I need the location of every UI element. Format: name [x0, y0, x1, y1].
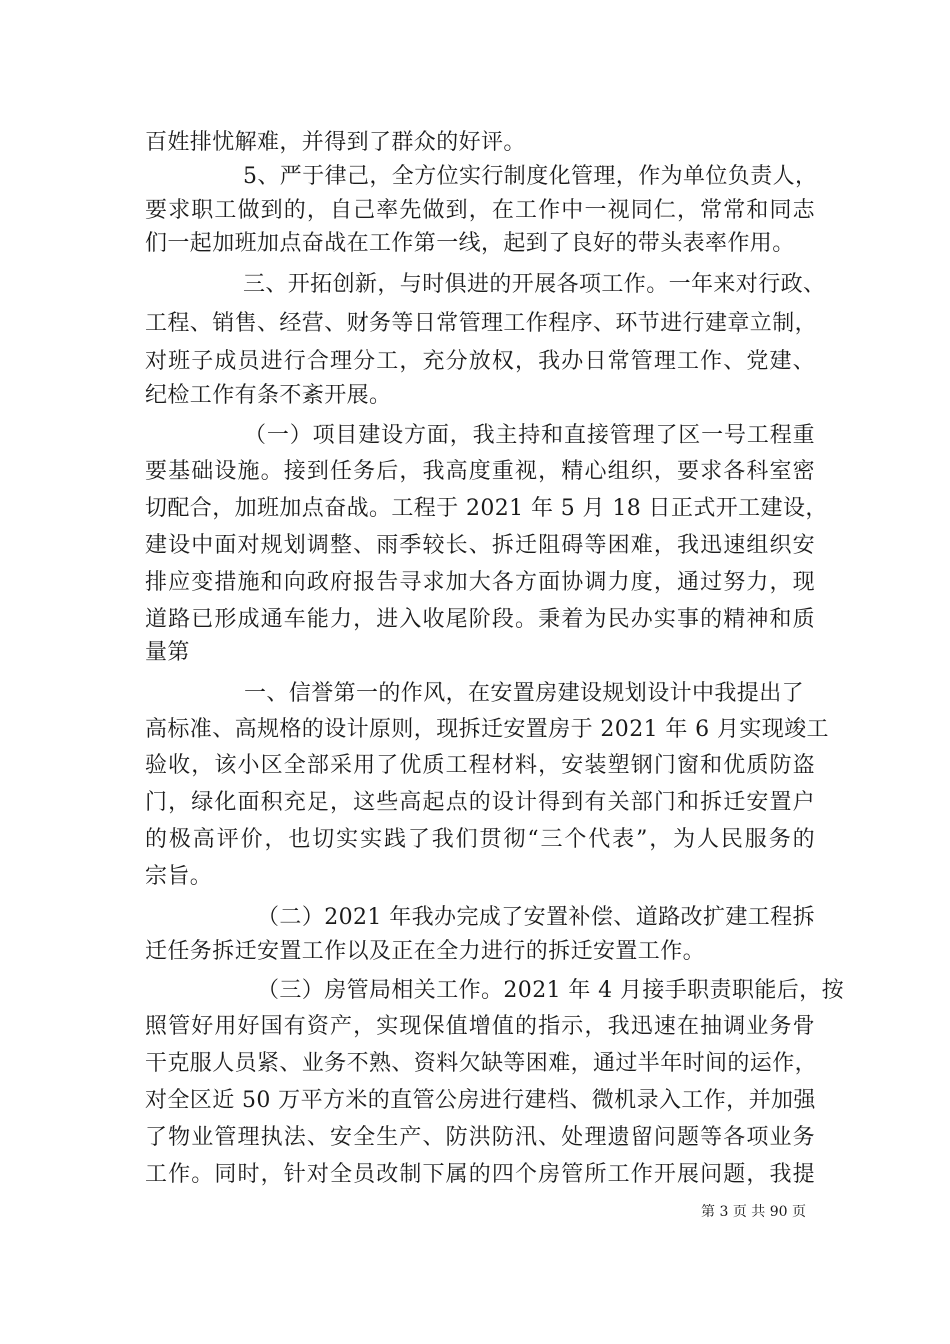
text-line: 建设中面对规划调整、雨季较长、拆迁阻碍等困难，我迅速组织安	[145, 533, 815, 558]
text-line: 宗旨。	[145, 864, 213, 889]
text-line: 排应变措施和向政府报告寻求加大各方面协调力度，通过努力，现	[145, 570, 815, 595]
text-line: （一）项目建设方面，我主持和直接管理了区一号工程重	[244, 423, 815, 448]
text-line: （二）2021 年我办完成了安置补偿、道路改扩建工程拆	[257, 905, 815, 930]
text-line: 了物业管理执法、安全生产、防洪防汛、处理遗留问题等各项业务	[145, 1125, 815, 1150]
text-line: 一、信誉第一的作风，在安置房建设规划设计中我提出了	[244, 681, 805, 706]
text-line: 对班子成员进行合理分工，充分放权，我办日常管理工作、党建、	[145, 349, 815, 374]
text-line: （三）房管局相关工作。2021 年 4 月接手职责职能后，按	[257, 978, 844, 1003]
text-line: 对全区近 50 万平方米的直管公房进行建档、微机录入工作，并加强	[145, 1088, 816, 1113]
text-line: 5、严于律己，全方位实行制度化管理，作为单位负责人，	[243, 164, 818, 189]
text-line: 门，绿化面积充足，这些高起点的设计得到有关部门和拆迁安置户	[145, 790, 815, 815]
page-number: 第 3 页 共 90 页	[701, 1204, 806, 1220]
text-line: 迁任务拆迁安置工作以及正在全力进行的拆迁安置工作。	[145, 939, 706, 964]
text-line: 道路已形成通车能力，进入收尾阶段。秉着为民办实事的精神和质	[145, 607, 815, 632]
text-line: 验收，该小区全部采用了优质工程材料，安装塑钢门窗和优质防盗	[145, 753, 815, 778]
text-line: 百姓排忧解难，并得到了群众的好评。	[145, 130, 526, 155]
text-line: 三、开拓创新，与时俱进的开展各项工作。一年来对行政、	[243, 272, 826, 297]
text-line: 要求职工做到的，自己率先做到，在工作中一视同仁，常常和同志	[145, 198, 815, 223]
text-line: 工程、销售、经营、财务等日常管理工作程序、环节进行建章立制，	[145, 311, 818, 336]
text-line: 纪检工作有条不紊开展。	[145, 383, 392, 408]
text-line: 干克服人员紧、业务不熟、资料欠缺等困难，通过半年时间的运作，	[145, 1051, 818, 1076]
text-line: 量第	[145, 640, 190, 665]
text-line: 高标准、高规格的设计原则，现拆迁安置房于 2021 年 6 月实现竣工	[145, 717, 829, 742]
text-line: 工作。同时，针对全员改制下属的四个房管所工作开展问题，我提	[145, 1162, 815, 1187]
text-line: 们一起加班加点奋战在工作第一线，起到了良好的带头表率作用。	[145, 231, 795, 256]
text-line: 切配合，加班加点奋战。工程于 2021 年 5 月 18 日正式开工建设，	[145, 496, 828, 521]
text-line: 的极高评价，也切实实践了我们贯彻“三个代表”，为人民服务的	[145, 827, 815, 852]
text-line: 照管好用好国有资产，实现保值增值的指示，我迅速在抽调业务骨	[145, 1014, 815, 1039]
text-line: 要基础设施。接到任务后，我高度重视，精心组织，要求各科室密	[145, 459, 815, 484]
